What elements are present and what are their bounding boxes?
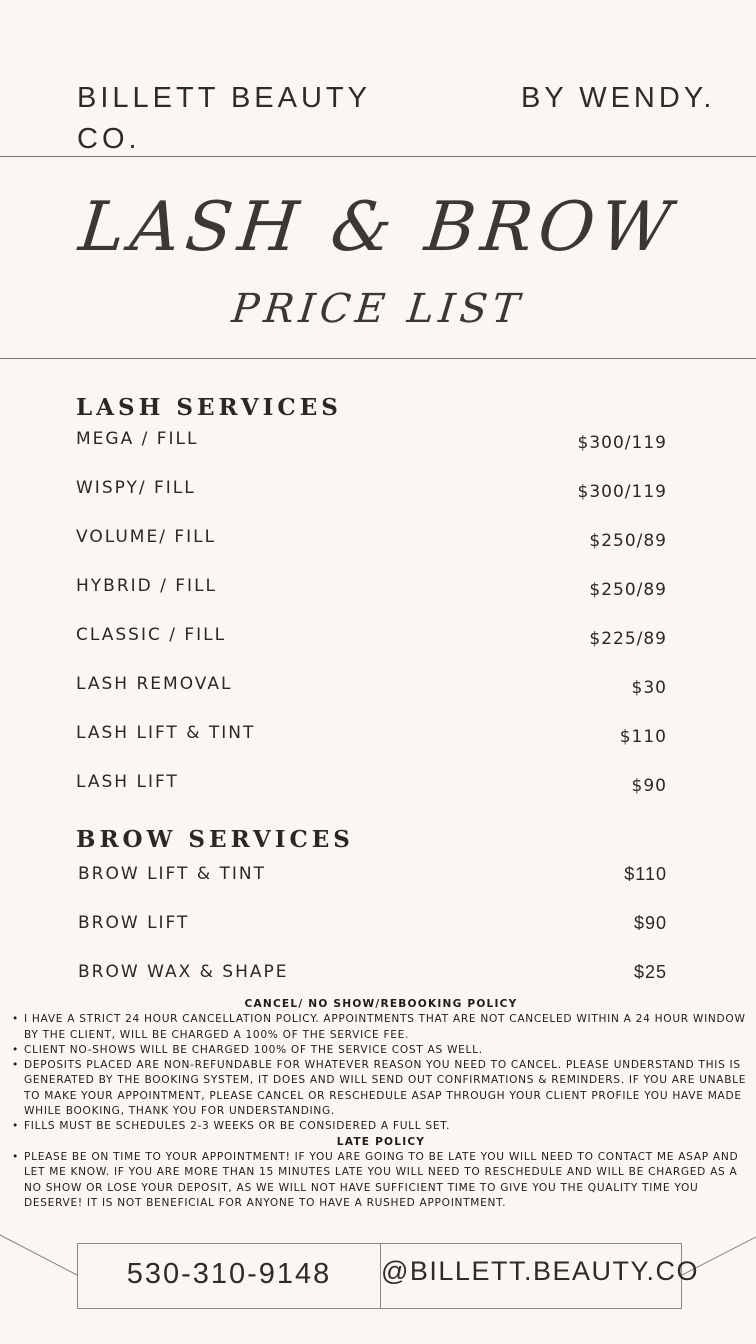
- contact-box: [77, 1243, 700, 1309]
- social-handle[interactable]: @BILLETT.BEAUTY.CO: [381, 1256, 700, 1286]
- brow-row: [76, 864, 667, 890]
- service-name: BROW LIFT: [78, 913, 190, 933]
- service-name: LASH LIFT & TINT: [76, 723, 256, 743]
- service-name: BROW LIFT & TINT: [78, 864, 266, 884]
- brow-services-heading: BROW SERVICES: [76, 826, 354, 853]
- service-price: $250/89: [589, 580, 667, 600]
- service-name: CLASSIC / FILL: [76, 625, 227, 645]
- service-name: LASH REMOVAL: [76, 674, 233, 694]
- phone-number[interactable]: 530-310-9148: [126, 1258, 332, 1290]
- policy-section: [10, 997, 752, 1211]
- service-price: $90: [633, 913, 667, 933]
- service-name: HYBRID / FILL: [76, 576, 218, 596]
- lash-row: [76, 625, 667, 651]
- lash-services-heading: LASH SERVICES: [76, 394, 342, 421]
- service-price: $225/89: [589, 629, 667, 649]
- page-title: LASH & BROW: [75, 188, 681, 267]
- policy-item: • DEPOSITS PLACED ARE NON-REFUNDABLE FOR WHATEVER REASON YOU NEED TO CANCEL. PLEASE UNDERSTAND THIS IS GENERATED BY THE BOOKING SYSTEM, IT DOES AND WILL SEND OUT CONFIRMATIONS & REMINDERS. IF YOU ARE UNABLE TO MAKE YOUR APPOINTMENT, PLEASE CANCEL OR RESCHEDULE ASAP THROUGH YOUR CLIENT PROFILE YOU HAVE MADE WHILE BOOKING, THANK YOU FOR UNDERSTANDING.: [10, 1058, 752, 1119]
- brand-byline: BY WENDY.: [521, 82, 716, 114]
- cancel-policy-heading: CANCEL/ NO SHOW/REBOOKING POLICY: [244, 998, 518, 1010]
- lash-row: [76, 527, 667, 553]
- service-price: $90: [631, 776, 667, 796]
- service-price: $300/119: [577, 482, 667, 502]
- service-price: $110: [624, 864, 667, 884]
- lash-row: [76, 576, 667, 602]
- lash-row: [76, 674, 667, 700]
- service-name: WISPY/ FILL: [76, 478, 196, 498]
- brand-name: BILLETT BEAUTY CO.: [77, 82, 371, 155]
- policy-item: • FILLS MUST BE SCHEDULES 2-3 WEEKS OR BE CONSIDERED A FULL SET.: [10, 1119, 752, 1134]
- title-divider: [0, 358, 756, 359]
- service-price: $110: [619, 727, 667, 747]
- lash-row: [76, 478, 667, 504]
- page-subtitle: PRICE LIST: [229, 286, 527, 332]
- cancel-policy-list: [10, 1012, 752, 1134]
- late-policy-list: [10, 1150, 752, 1211]
- policy-item: • PLEASE BE ON TIME TO YOUR APPOINTMENT! IF YOU ARE GOING TO BE LATE YOU WILL NEED TO CONTACT ME ASAP AND LET ME KNOW. IF YOU ARE MORE THAN 15 MINUTES LATE YOU WILL NEED TO RESCHEDULE AND WILL BE CHARGED AS A NO SHOW OR LOSE YOUR DEPOSIT, AS WE WILL NOT HAVE SUFFICIENT TIME TO GIVE YOU THE QUALITY TIME YOU DESERVE! IT IS NOT BENEFICIAL FOR ANYONE TO HAVE A RUSHED APPOINTMENT.: [10, 1150, 752, 1211]
- header-divider: [0, 156, 756, 157]
- lash-row: [76, 429, 667, 455]
- lash-row: [76, 772, 667, 798]
- brow-row: [76, 913, 667, 939]
- late-policy-heading: LATE POLICY: [336, 1135, 426, 1148]
- policy-item: • I HAVE A STRICT 24 HOUR CANCELLATION POLICY. APPOINTMENTS THAT ARE NOT CANCELED WITHIN A 24 HOUR WINDOW BY THE CLIENT, WILL BE CHARGED A 100% OF THE SERVICE FEE.: [10, 1012, 752, 1043]
- service-price: $250/89: [589, 531, 667, 551]
- service-price: $25: [633, 962, 667, 982]
- service-name: VOLUME/ FILL: [76, 527, 217, 547]
- brow-row: [76, 962, 667, 988]
- service-name: BROW WAX & SHAPE: [78, 962, 289, 982]
- service-name: LASH LIFT: [76, 772, 179, 792]
- service-price: $30: [631, 678, 667, 698]
- lash-row: [76, 723, 667, 749]
- policy-item: • CLIENT NO-SHOWS WILL BE CHARGED 100% OF THE SERVICE COST AS WELL.: [10, 1043, 752, 1058]
- service-name: MEGA / FILL: [76, 429, 199, 449]
- service-price: $300/119: [577, 433, 667, 453]
